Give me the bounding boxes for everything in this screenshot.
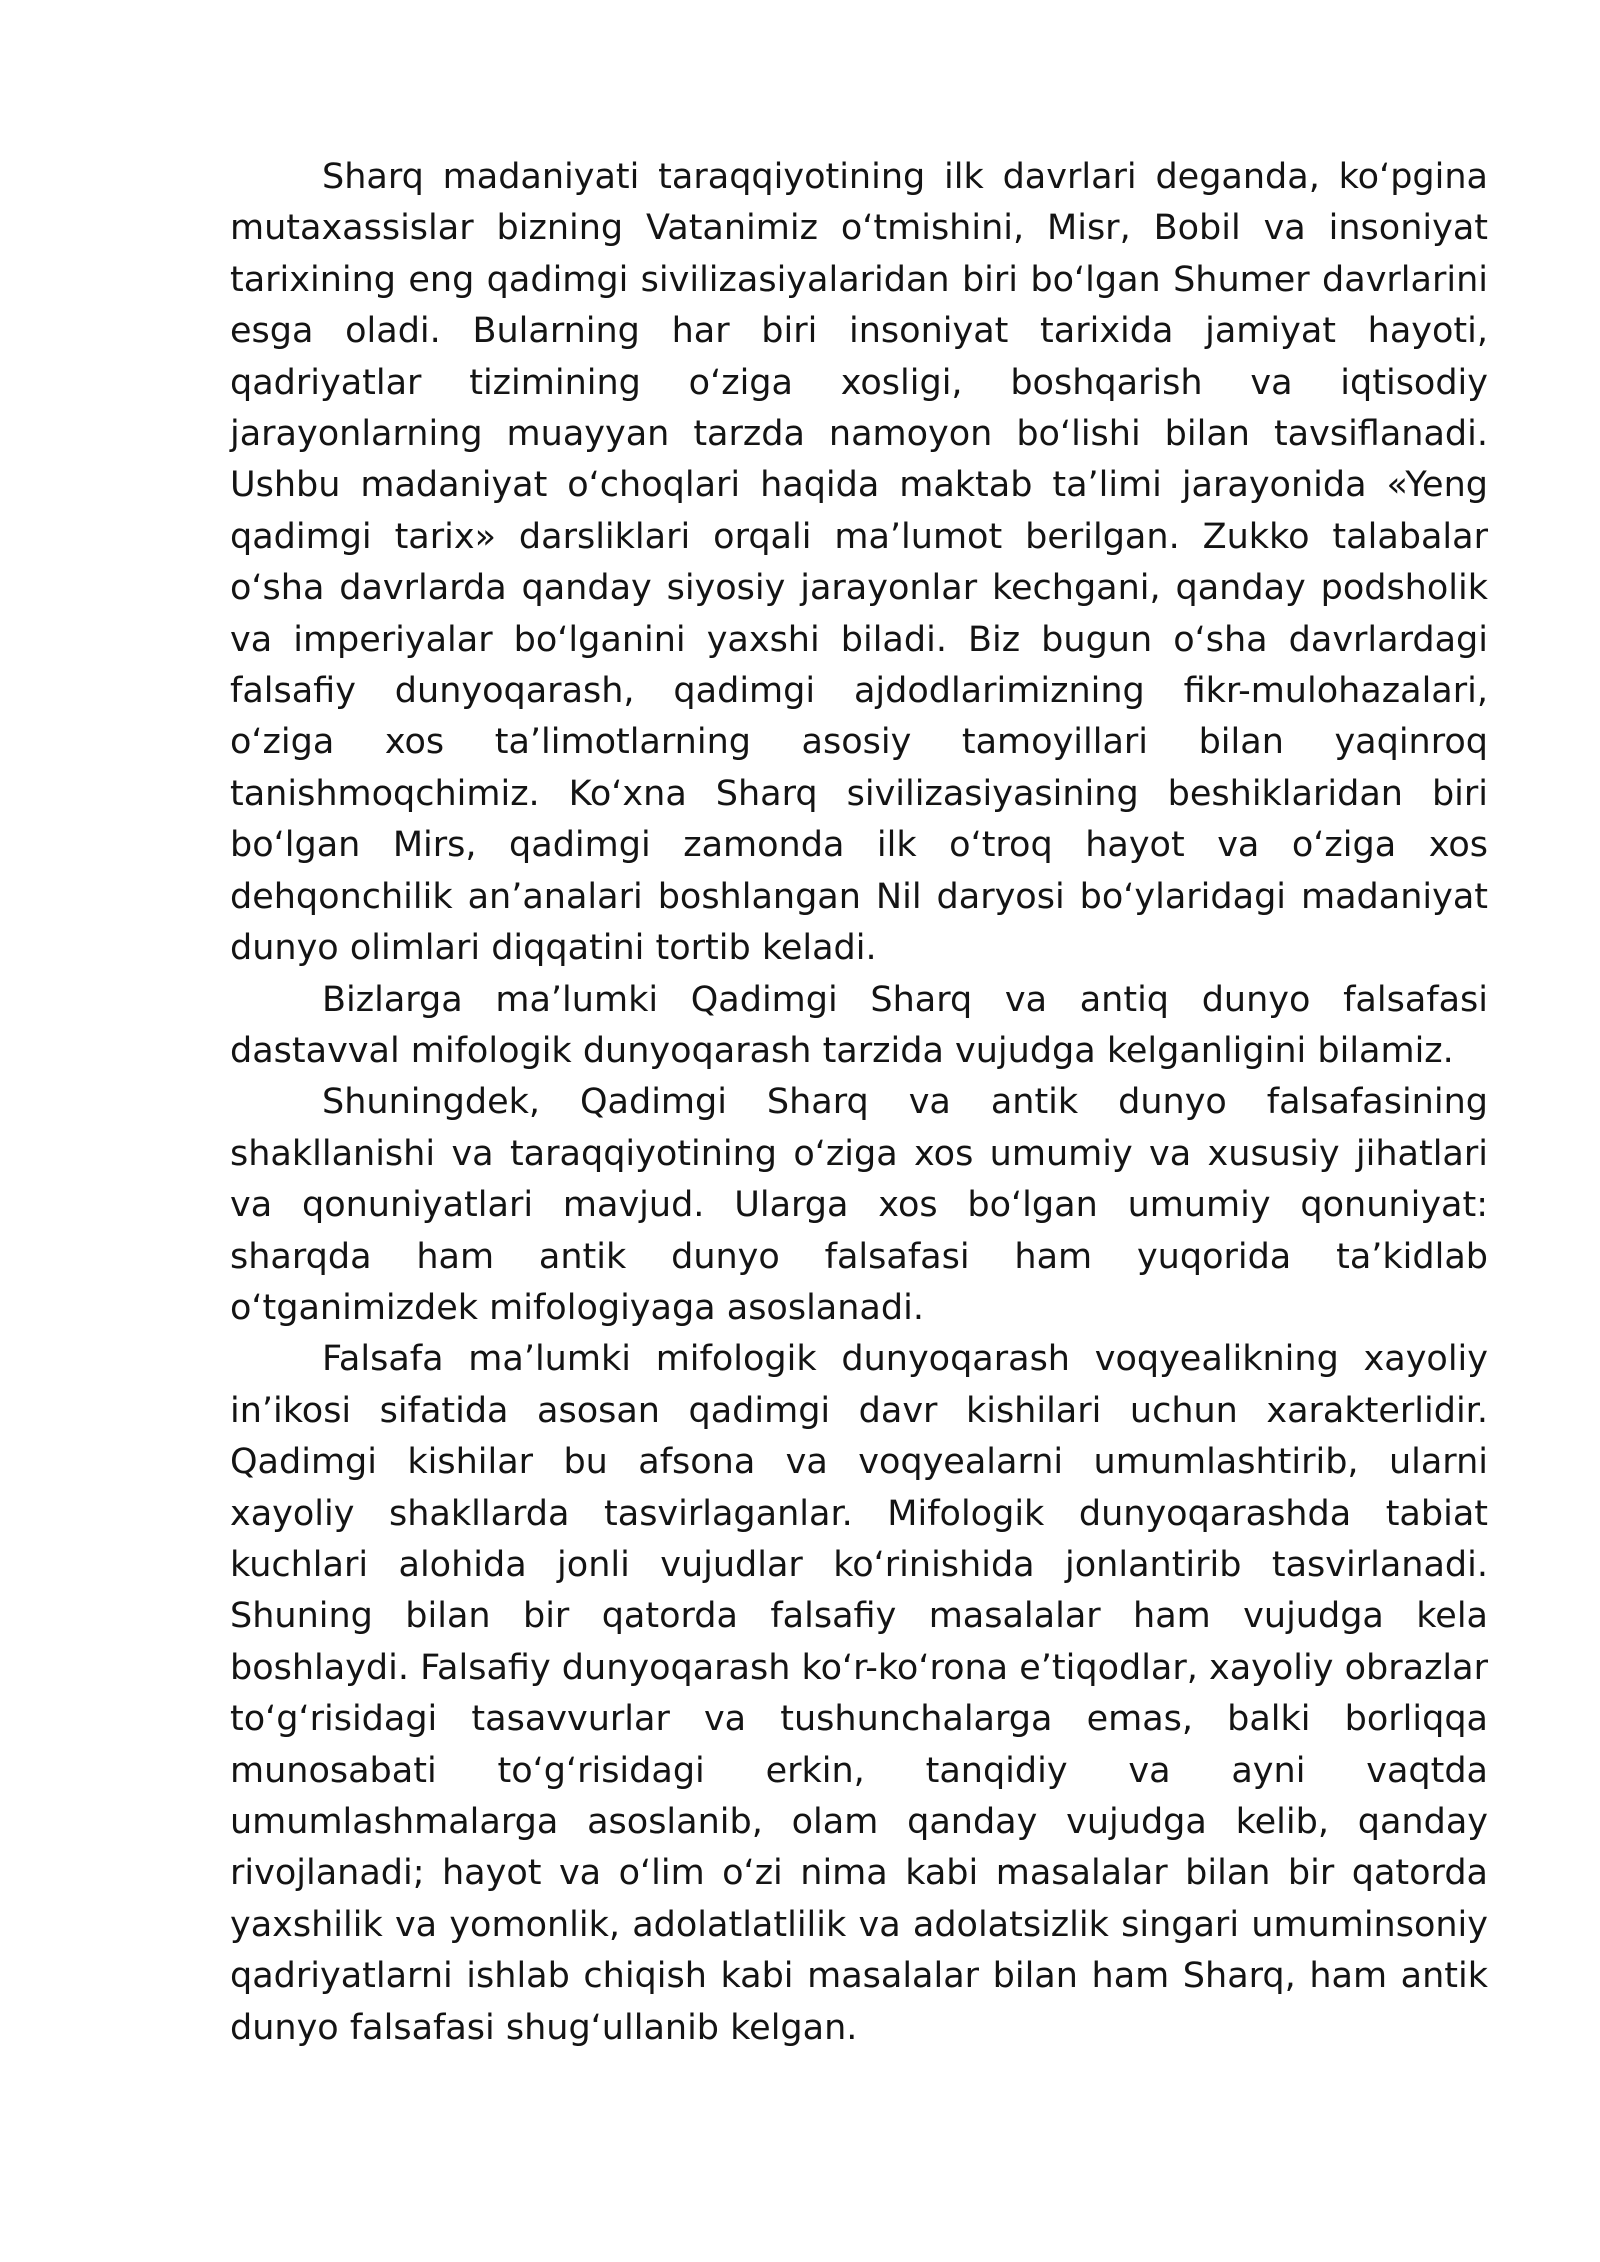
paragraph-1: Sharq madaniyati taraqqiyotining ilk davrlari deganda, ko‘pgina mutaxassislar bizning Vatanimiz o‘tmishini, Misr, Bobil va insoniyat tarixining eng qadimgi sivilizasiyalaridan biri bo‘lgan Shumer davrlarini esga oladi. Bularning har biri insoniyat tarixida jamiyat hayoti, qadriyatlar tizimining o‘ziga xosligi, boshqarish va iqtisodiy jarayonlarning muayyan tarzda namoyon bo‘lishi bilan tavsiflanadi. Ushbu madaniyat o‘choqlari haqida maktab ta’limi jarayonida «Yeng qadimgi tarix» darsliklari orqali ma’lumot berilgan. Zukko talabalar o‘sha davrlarda qanday siyosiy jarayonlar kechgani, qanday podsholik va imperiyalar bo‘lganini yaxshi biladi. Biz bugun o‘sha davrlardagi falsafiy dunyoqarash, qadimgi ajdodlarimizning fikr-mulohazalari, o‘ziga xos ta’limotlarning asosiy tamoyillari bilan yaqinroq tanishmoqchimiz. Ko‘xna Sharq sivilizasiyasining beshiklaridan biri bo‘lgan Mirs, qadimgi zamonda ilk o‘troq hayot va o‘ziga xos dehqonchilik an’analari boshlangan Nil daryosi bo‘ylaridagi madaniyat dunyo olimlari diqqatini tortib keladi. [230, 157, 1488, 969]
body-text [230, 152, 1488, 2054]
paragraph-2: Bizlarga ma’lumki Qadimgi Sharq va antiq dunyo falsafasi dastavval mifologik dunyoqarash tarzida vujudga kelganligini bilamiz. [230, 979, 1488, 1071]
paragraph-3: Shuningdek, Qadimgi Sharq va antik dunyo falsafasining shakllanishi va taraqqiyotining o‘ziga xos umumiy va xususiy jihatlari va qonuniyatlari mavjud. Ularga xos bo‘lgan umumiy qonuniyat: sharqda ham antik dunyo falsafasi ham yuqorida ta’kidlab o‘tganimizdek mifologiyaga asoslanadi. [230, 1082, 1488, 1328]
paragraph-4: Falsafa ma’lumki mifologik dunyoqarash voqyealikning xayoliy in’ikosi sifatida asosan qadimgi davr kishilari uchun xarakterlidir. Qadimgi kishilar bu afsona va voqyealarni umumlashtirib, ularni xayoliy shakllarda tasvirlaganlar. Mifologik dunyoqarashda tabiat kuchlari alohida jonli vujudlar ko‘rinishida jonlantirib tasvirlanadi. Shuning bilan bir qatorda falsafiy masalalar ham vujudga kela boshlaydi. Falsafiy dunyoqarash ko‘r-ko‘rona e’tiqodlar, xayoliy obrazlar to‘g‘risidagi tasavvurlar va tushunchalarga emas, balki borliqqa munosabati to‘g‘risidagi erkin, tanqidiy va ayni vaqtda umumlashmalarga asoslanib, olam qanday vujudga kelib, qanday rivojlanadi; hayot va o‘lim o‘zi nima kabi masalalar bilan bir qatorda yaxshilik va yomonlik, adolatlatlilik va adolatsizlik singari umuminsoniy qadriyatlarni ishlab chiqish kabi masalalar bilan ham Sharq, ham antik dunyo falsafasi shug‘ullanib kelgan. [230, 1339, 1488, 2048]
